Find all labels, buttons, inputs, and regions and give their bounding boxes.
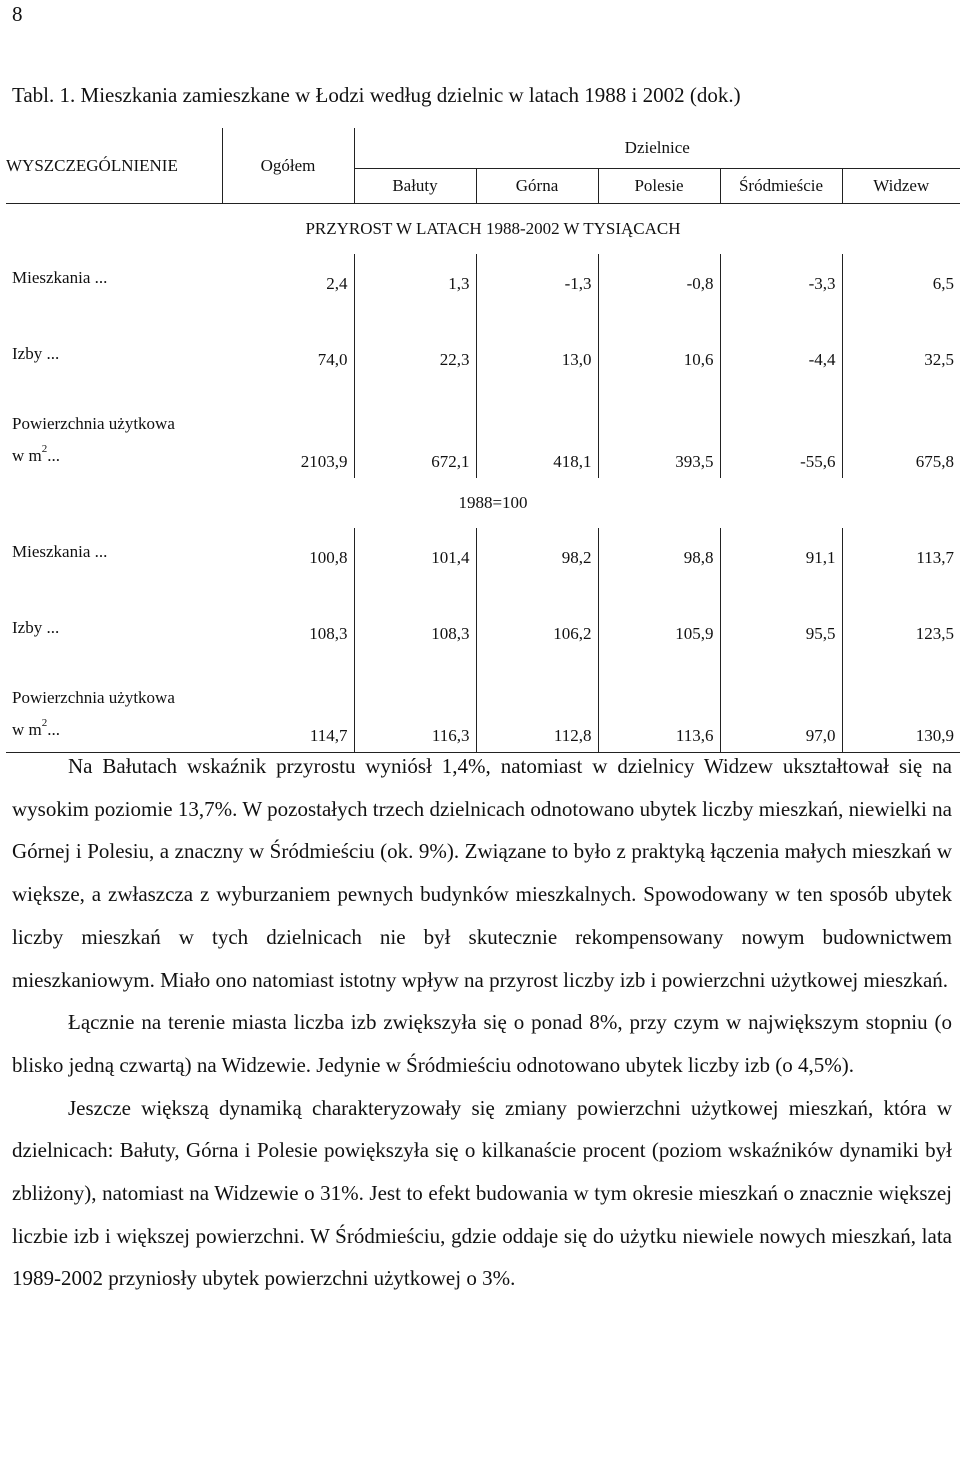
- row-label: Izby ...: [12, 344, 60, 363]
- table-cell: 114,7: [222, 650, 354, 753]
- table-cell: 10,6: [598, 300, 720, 376]
- table-cell: 112,8: [476, 650, 598, 753]
- table-cell: 98,2: [476, 528, 598, 574]
- section-title: 1988=100: [458, 493, 528, 512]
- table-cell: 106,2: [476, 574, 598, 650]
- table-cell: 6,5: [842, 254, 960, 300]
- header-ogolem: Ogółem: [222, 128, 354, 204]
- table-cell: -0,8: [598, 254, 720, 300]
- paragraph: Na Bałutach wskaźnik przyrostu wyniósł 1,4%, natomiast w dzielnicy Widzew ukształtował się na wysokim poziomie 13,7%. W pozostałych trzech dzielnicach odnotowano ubytek liczby mieszkań, niewielki na Górnej i Polesiu, a znaczny w Śródmieściu (ok. 9%). Związane to było z praktyką łączenia małych mieszkań w większe, a zwłaszcza z wyburzaniem pewnych budynków mieszkalnych. Spowodowany w ten sposób ubytek liczby mieszkań w tych dzielnicach nie był skutecznie rekompensowany nowym budownictwem mieszkaniowym. Miało ono natomiast istotny wpływ na przyrost liczby izb i powierzchni użytkowej mieszkań.: [12, 754, 952, 992]
- header-dzielnice: Dzielnice: [354, 128, 960, 169]
- section-title: PRZYROST W LATACH 1988-2002 W TYSIĄCACH: [305, 219, 681, 238]
- table-cell: 98,8: [598, 528, 720, 574]
- row-label-line2: w m: [12, 446, 42, 465]
- table-cell: 91,1: [720, 528, 842, 574]
- header-wyszczegolnienie: WYSZCZEGÓLNIENIE: [6, 128, 222, 204]
- table-cell: 108,3: [309, 624, 348, 643]
- table-cell: 22,3: [354, 300, 476, 376]
- header-district: Widzew: [842, 169, 960, 204]
- table-cell: 116,3: [354, 650, 476, 753]
- statistics-table: [6, 128, 960, 753]
- page-number: 8: [12, 2, 23, 26]
- row-label: Mieszkania ...: [12, 268, 108, 287]
- table-cell: 97,0: [720, 650, 842, 753]
- row-label-line2: w m: [12, 720, 42, 739]
- table-row: [6, 574, 960, 650]
- table-row: [6, 528, 960, 574]
- table-cell: 74,0: [317, 350, 348, 369]
- table-cell: 13,0: [476, 300, 598, 376]
- header-district: Górna: [476, 169, 598, 204]
- paragraph: Jeszcze większą dynamiką charakteryzowały się zmiany powierzchni użytkowej mieszkań, która w dzielnicach: Bałuty, Górna i Polesie powiększyła się o kilkanaście procent (poziom wskaźników dynamiki był zbliżony), natomiast na Widzewie o 31%. Jest to efekt budowania w tym okresie mieszkań o znacznie większej liczbie izb i większej powierzchni. W Śródmieściu, gdzie oddaje się do użytku niewiele nowych mieszkań, lata 1989-2002 przyniosły ubytek powierzchni użytkowej o 3%.: [12, 1095, 952, 1291]
- row-label-dots: ...: [47, 720, 60, 739]
- table-cell: 675,8: [842, 376, 960, 478]
- table-cell: 105,9: [598, 574, 720, 650]
- row-label: Izby ...: [12, 618, 60, 637]
- superscript: 2: [41, 443, 48, 456]
- table-cell: -4,4: [720, 300, 842, 376]
- table-cell: 123,5: [842, 574, 960, 650]
- table-cell: 113,7: [842, 528, 960, 574]
- row-label-line1: Powierzchnia użytkowa: [12, 688, 175, 707]
- row-label-dots: ...: [47, 446, 60, 465]
- header-district: Polesie: [598, 169, 720, 204]
- table-cell: 108,3: [354, 574, 476, 650]
- superscript: 2: [41, 717, 48, 730]
- table-row: [6, 300, 960, 376]
- paragraph: Łącznie na terenie miasta liczba izb zwiększyła się o ponad 8%, przy czym w największym stopniu (o blisko jedną czwartą) na Widzewie. Jedynie w Śródmieściu odnotowano ubytek liczby izb (o 4,5%).: [12, 1010, 952, 1077]
- body-text: [12, 745, 952, 1300]
- table-cell: 1,3: [354, 254, 476, 300]
- table-row: [6, 254, 960, 300]
- table-row: [6, 376, 960, 478]
- table-cell: 393,5: [598, 376, 720, 478]
- table-row: [6, 650, 960, 753]
- table-cell: 130,9: [842, 650, 960, 753]
- table-cell: 95,5: [720, 574, 842, 650]
- table-cell: 100,8: [309, 548, 348, 567]
- table-cell: 418,1: [476, 376, 598, 478]
- row-label: [6, 376, 222, 478]
- table-cell: 32,5: [842, 300, 960, 376]
- row-label: Mieszkania ...: [12, 542, 108, 561]
- table-cell: -1,3: [476, 254, 598, 300]
- header-district: Śródmieście: [720, 169, 842, 204]
- table-cell: -3,3: [720, 254, 842, 300]
- row-label: [6, 650, 222, 753]
- table-cell: 113,6: [598, 650, 720, 753]
- row-label-line1: Powierzchnia użytkowa: [12, 414, 175, 433]
- table-title: Tabl. 1. Mieszkania zamieszkane w Łodzi według dzielnic w latach 1988 i 2002 (dok.): [12, 83, 741, 107]
- table-cell: 2,4: [326, 274, 348, 293]
- table-cell: -55,6: [720, 376, 842, 478]
- table-cell: 2103,9: [300, 452, 348, 471]
- table-cell: 101,4: [354, 528, 476, 574]
- table-cell: 672,1: [354, 376, 476, 478]
- header-district: Bałuty: [354, 169, 476, 204]
